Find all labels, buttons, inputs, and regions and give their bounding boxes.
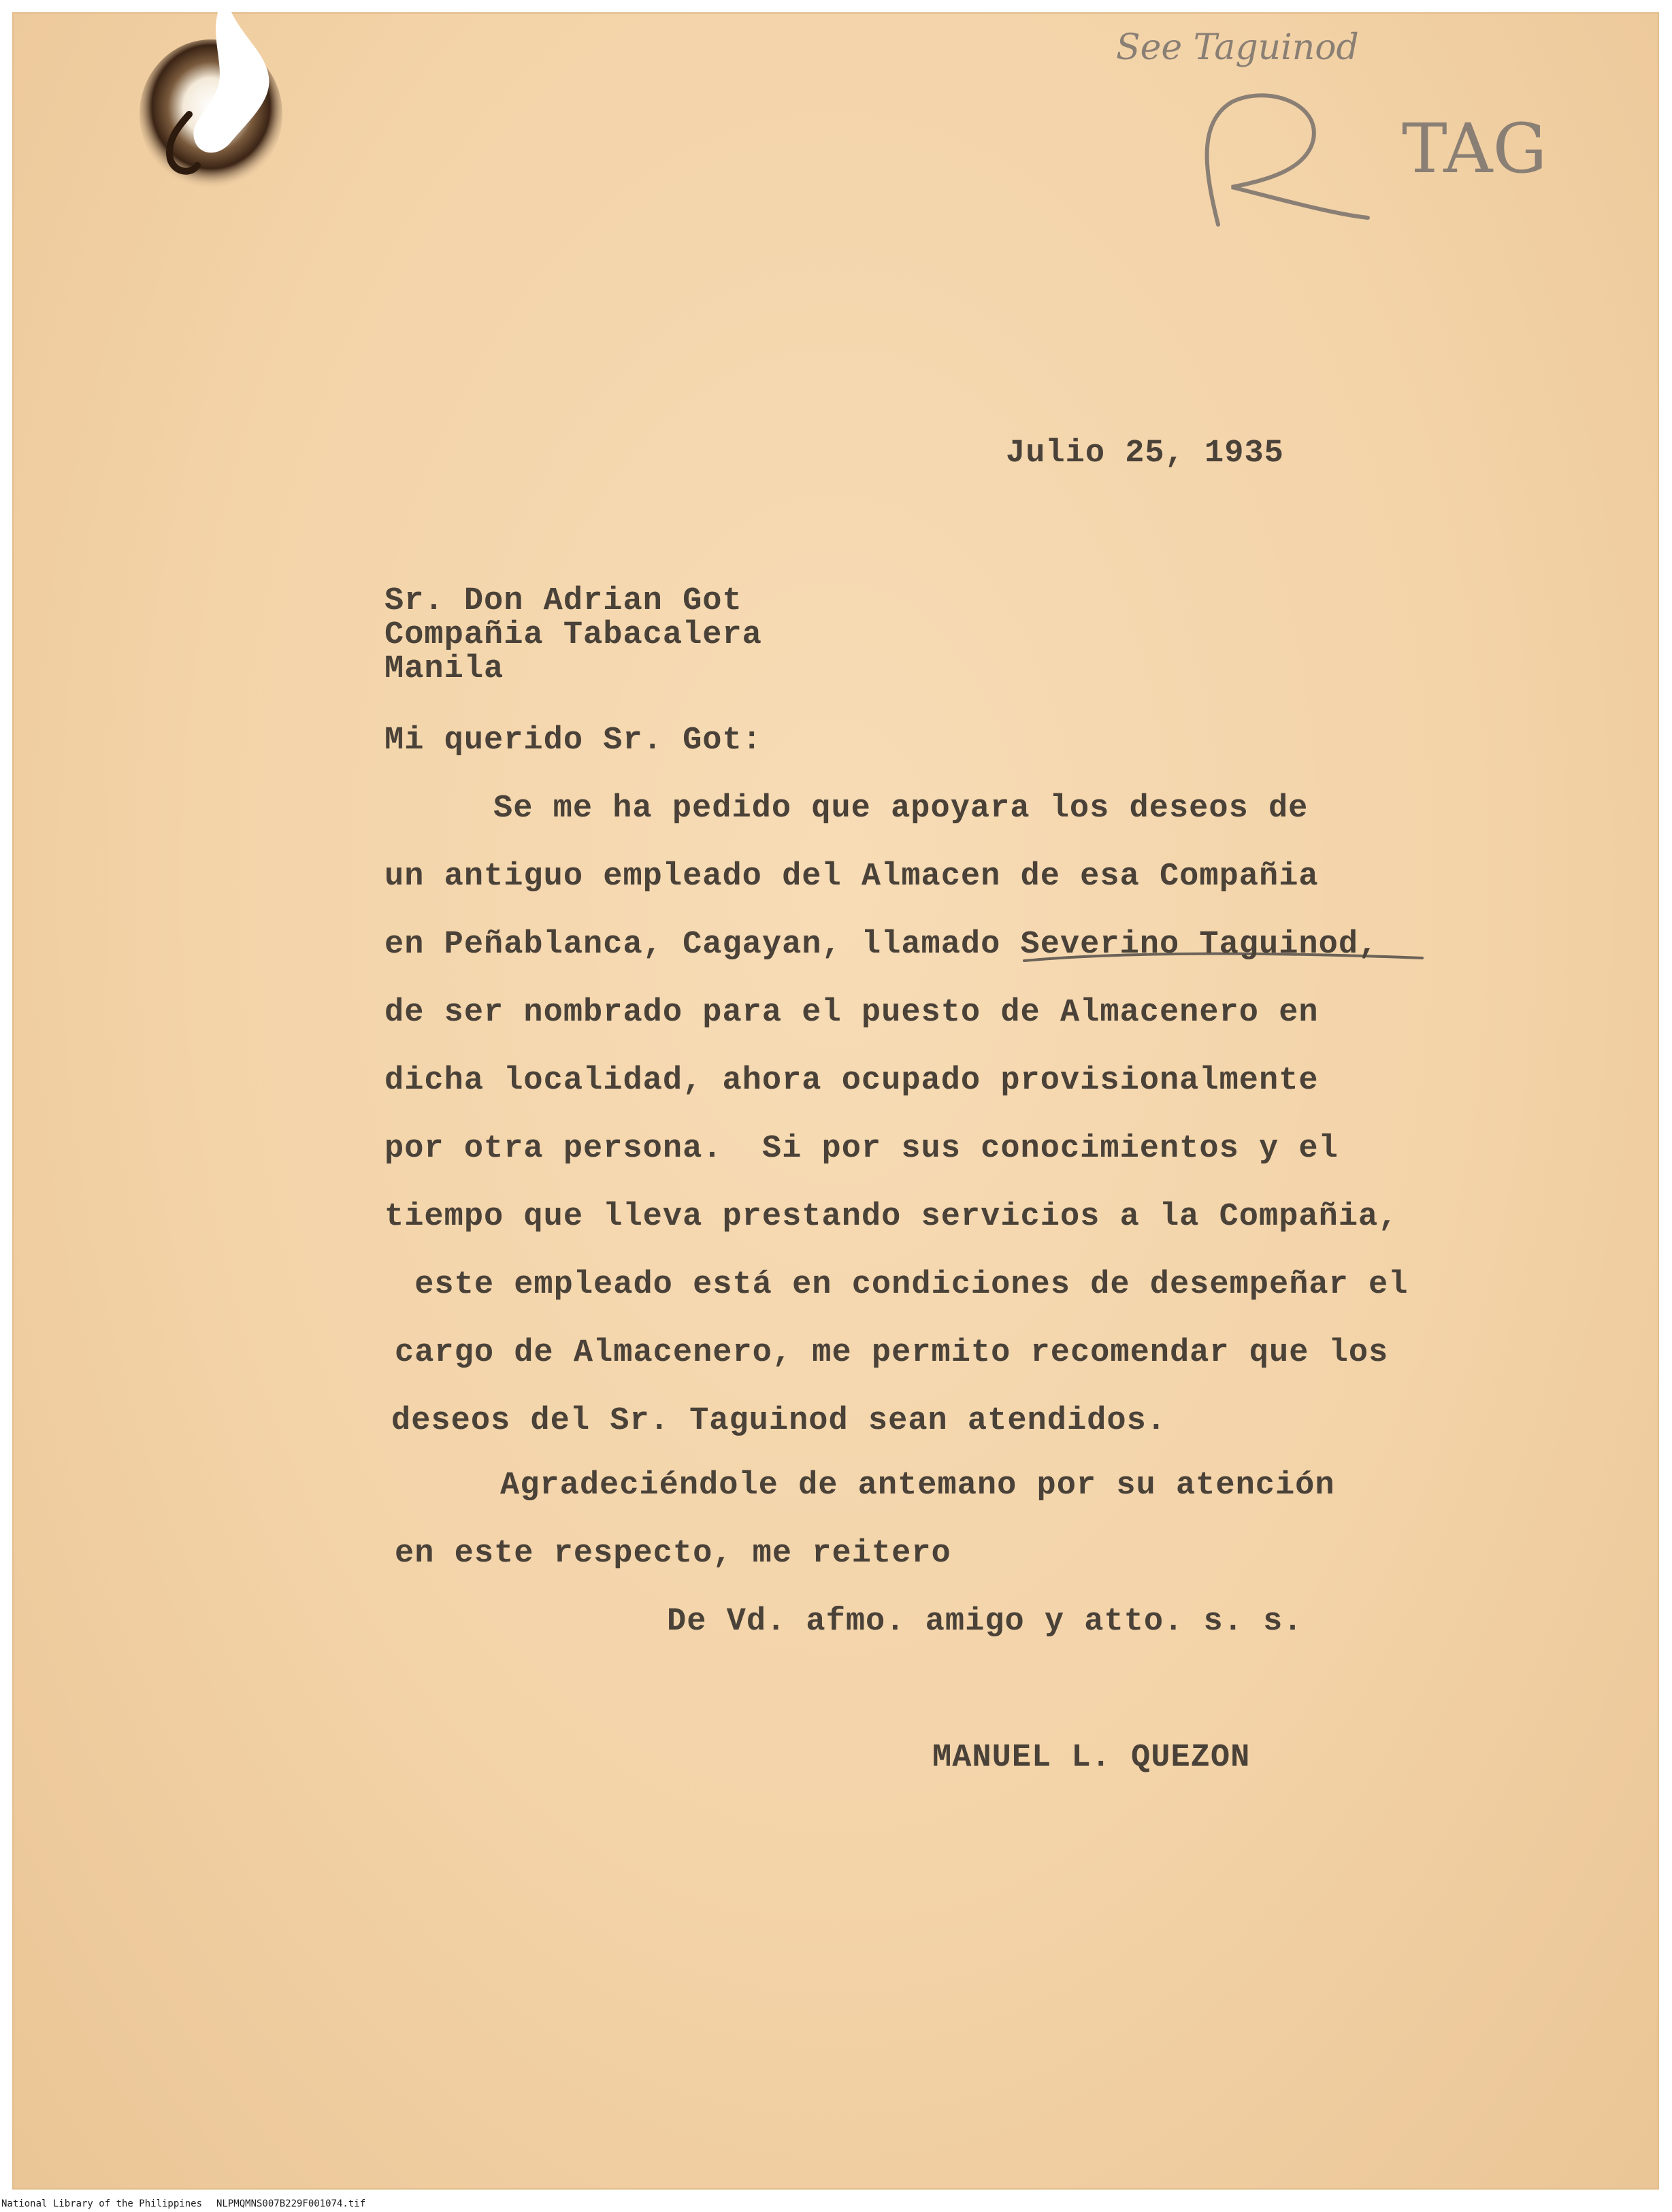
paper-sheet	[12, 12, 1659, 2190]
letter-date: Julio 25, 1935	[1006, 435, 1284, 472]
body-line: deseos del Sr. Taguinod sean atendidos.	[391, 1403, 1166, 1439]
pencil-note-see-taguinod: See Taguinod	[1116, 27, 1359, 68]
signature-name: MANUEL L. QUEZON	[932, 1740, 1251, 1776]
closing-line: De Vd. afmo. amigo y atto. s. s.	[667, 1604, 1303, 1640]
body-line: dicha localidad, ahora ocupado provisionalmente	[384, 1063, 1319, 1099]
body-line: en Peñablanca, Cagayan, llamado Severino Taguinod,	[384, 927, 1379, 963]
footer-file-id: NLPMQMNS007B229F001074.tif	[216, 2198, 366, 2209]
body-line: cargo de Almacenero, me permito recomendar que los	[395, 1335, 1389, 1371]
body-line: Agradeciéndole de antemano por su atención	[500, 1468, 1335, 1504]
burn-damage-mark	[129, 12, 313, 196]
body-line: este empleado está en condiciones de desempeñar el	[395, 1267, 1409, 1303]
body-line: de ser nombrado para el puesto de Almacenero en	[384, 995, 1319, 1031]
footer-institution: National Library of the Philippines	[1, 2198, 203, 2209]
pencil-tag-mark: TAG	[1402, 109, 1547, 188]
salutation: Mi querido Sr. Got:	[384, 723, 762, 759]
body-line: en este respecto, me reitero	[395, 1536, 951, 1572]
recipient-company: Compañia Tabacalera	[384, 617, 762, 653]
body-line: Se me ha pedido que apoyara los deseos de	[493, 791, 1309, 827]
body-line: por otra persona. Si por sus conocimientos y el	[384, 1131, 1339, 1167]
recipient-name: Sr. Don Adrian Got	[384, 583, 742, 619]
body-line: tiempo que lleva prestando servicios a la Compañia,	[384, 1199, 1398, 1235]
body-line: un antiguo empleado del Almacen de esa Compañia	[384, 859, 1319, 895]
recipient-city: Manila	[384, 651, 504, 687]
